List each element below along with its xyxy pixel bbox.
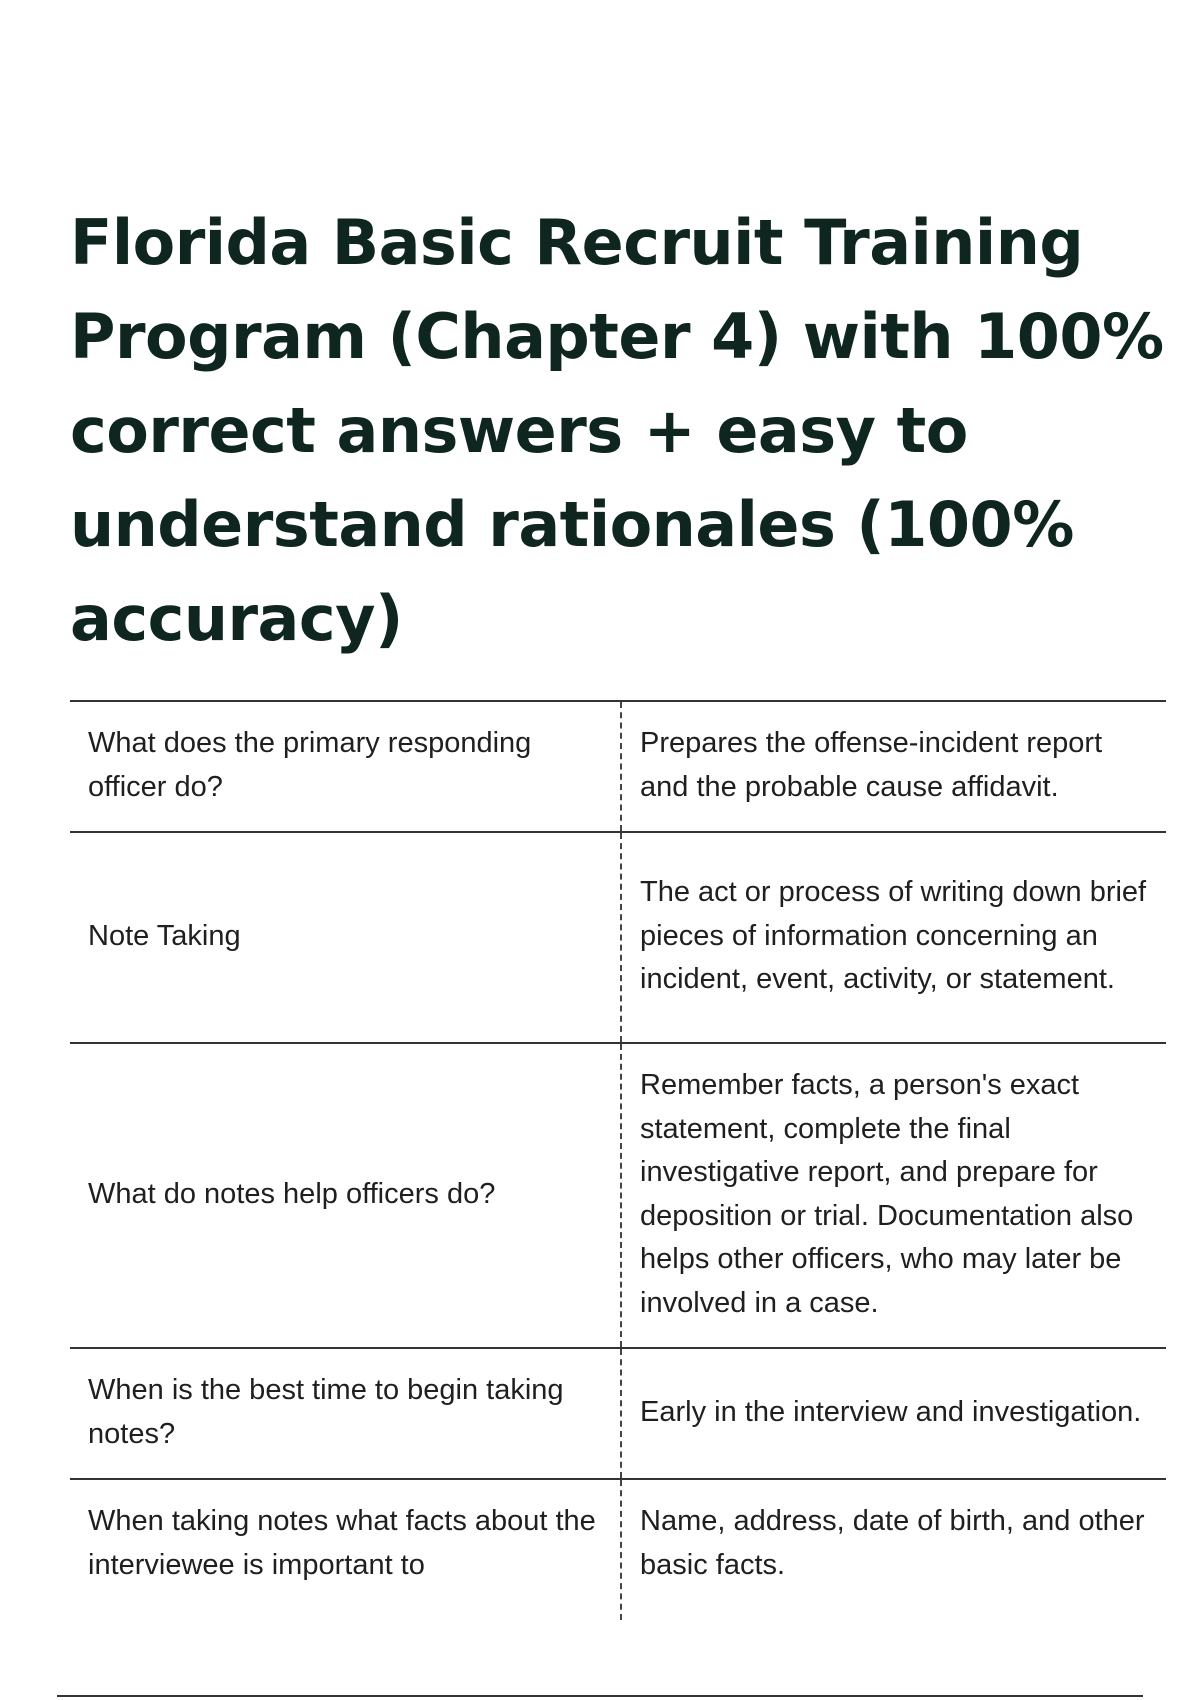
question-cell: Note Taking xyxy=(88,919,241,952)
document-title: Florida Basic Recruit Training Program (Chapter 4) with 100% correct answers + easy to understand rationales (100% accuracy) xyxy=(70,206,1164,655)
qa-table xyxy=(70,700,1166,1620)
qa-row xyxy=(70,1348,1166,1479)
answer-cell: The act or process of writing down brief pieces of information concerning an incident, event, activity, or statement. xyxy=(621,832,1166,1043)
answer-cell: Prepares the offense-incident report and the probable cause affidavit. xyxy=(621,701,1166,832)
qa-row xyxy=(70,832,1166,1043)
answer-cell: Name, address, date of birth, and other basic facts. xyxy=(621,1479,1166,1620)
qa-row xyxy=(70,1479,1166,1620)
question-cell: What do notes help officers do? xyxy=(88,1177,496,1210)
qa-row xyxy=(70,1043,1166,1348)
answer-cell: Early in the interview and investigation. xyxy=(621,1348,1166,1479)
question-cell: What does the primary responding officer do? xyxy=(88,727,532,803)
answer-cell: Remember facts, a person's exact statement, complete the final investigative report, and prepare for deposition or trial. Documentation also helps other officers, who may later be involved in a case. xyxy=(621,1043,1166,1348)
qa-row xyxy=(70,701,1166,832)
question-cell: When taking notes what facts about the interviewee is important to xyxy=(88,1505,596,1581)
footer-divider xyxy=(57,1695,1143,1697)
question-cell: When is the best time to begin taking notes? xyxy=(88,1374,564,1450)
